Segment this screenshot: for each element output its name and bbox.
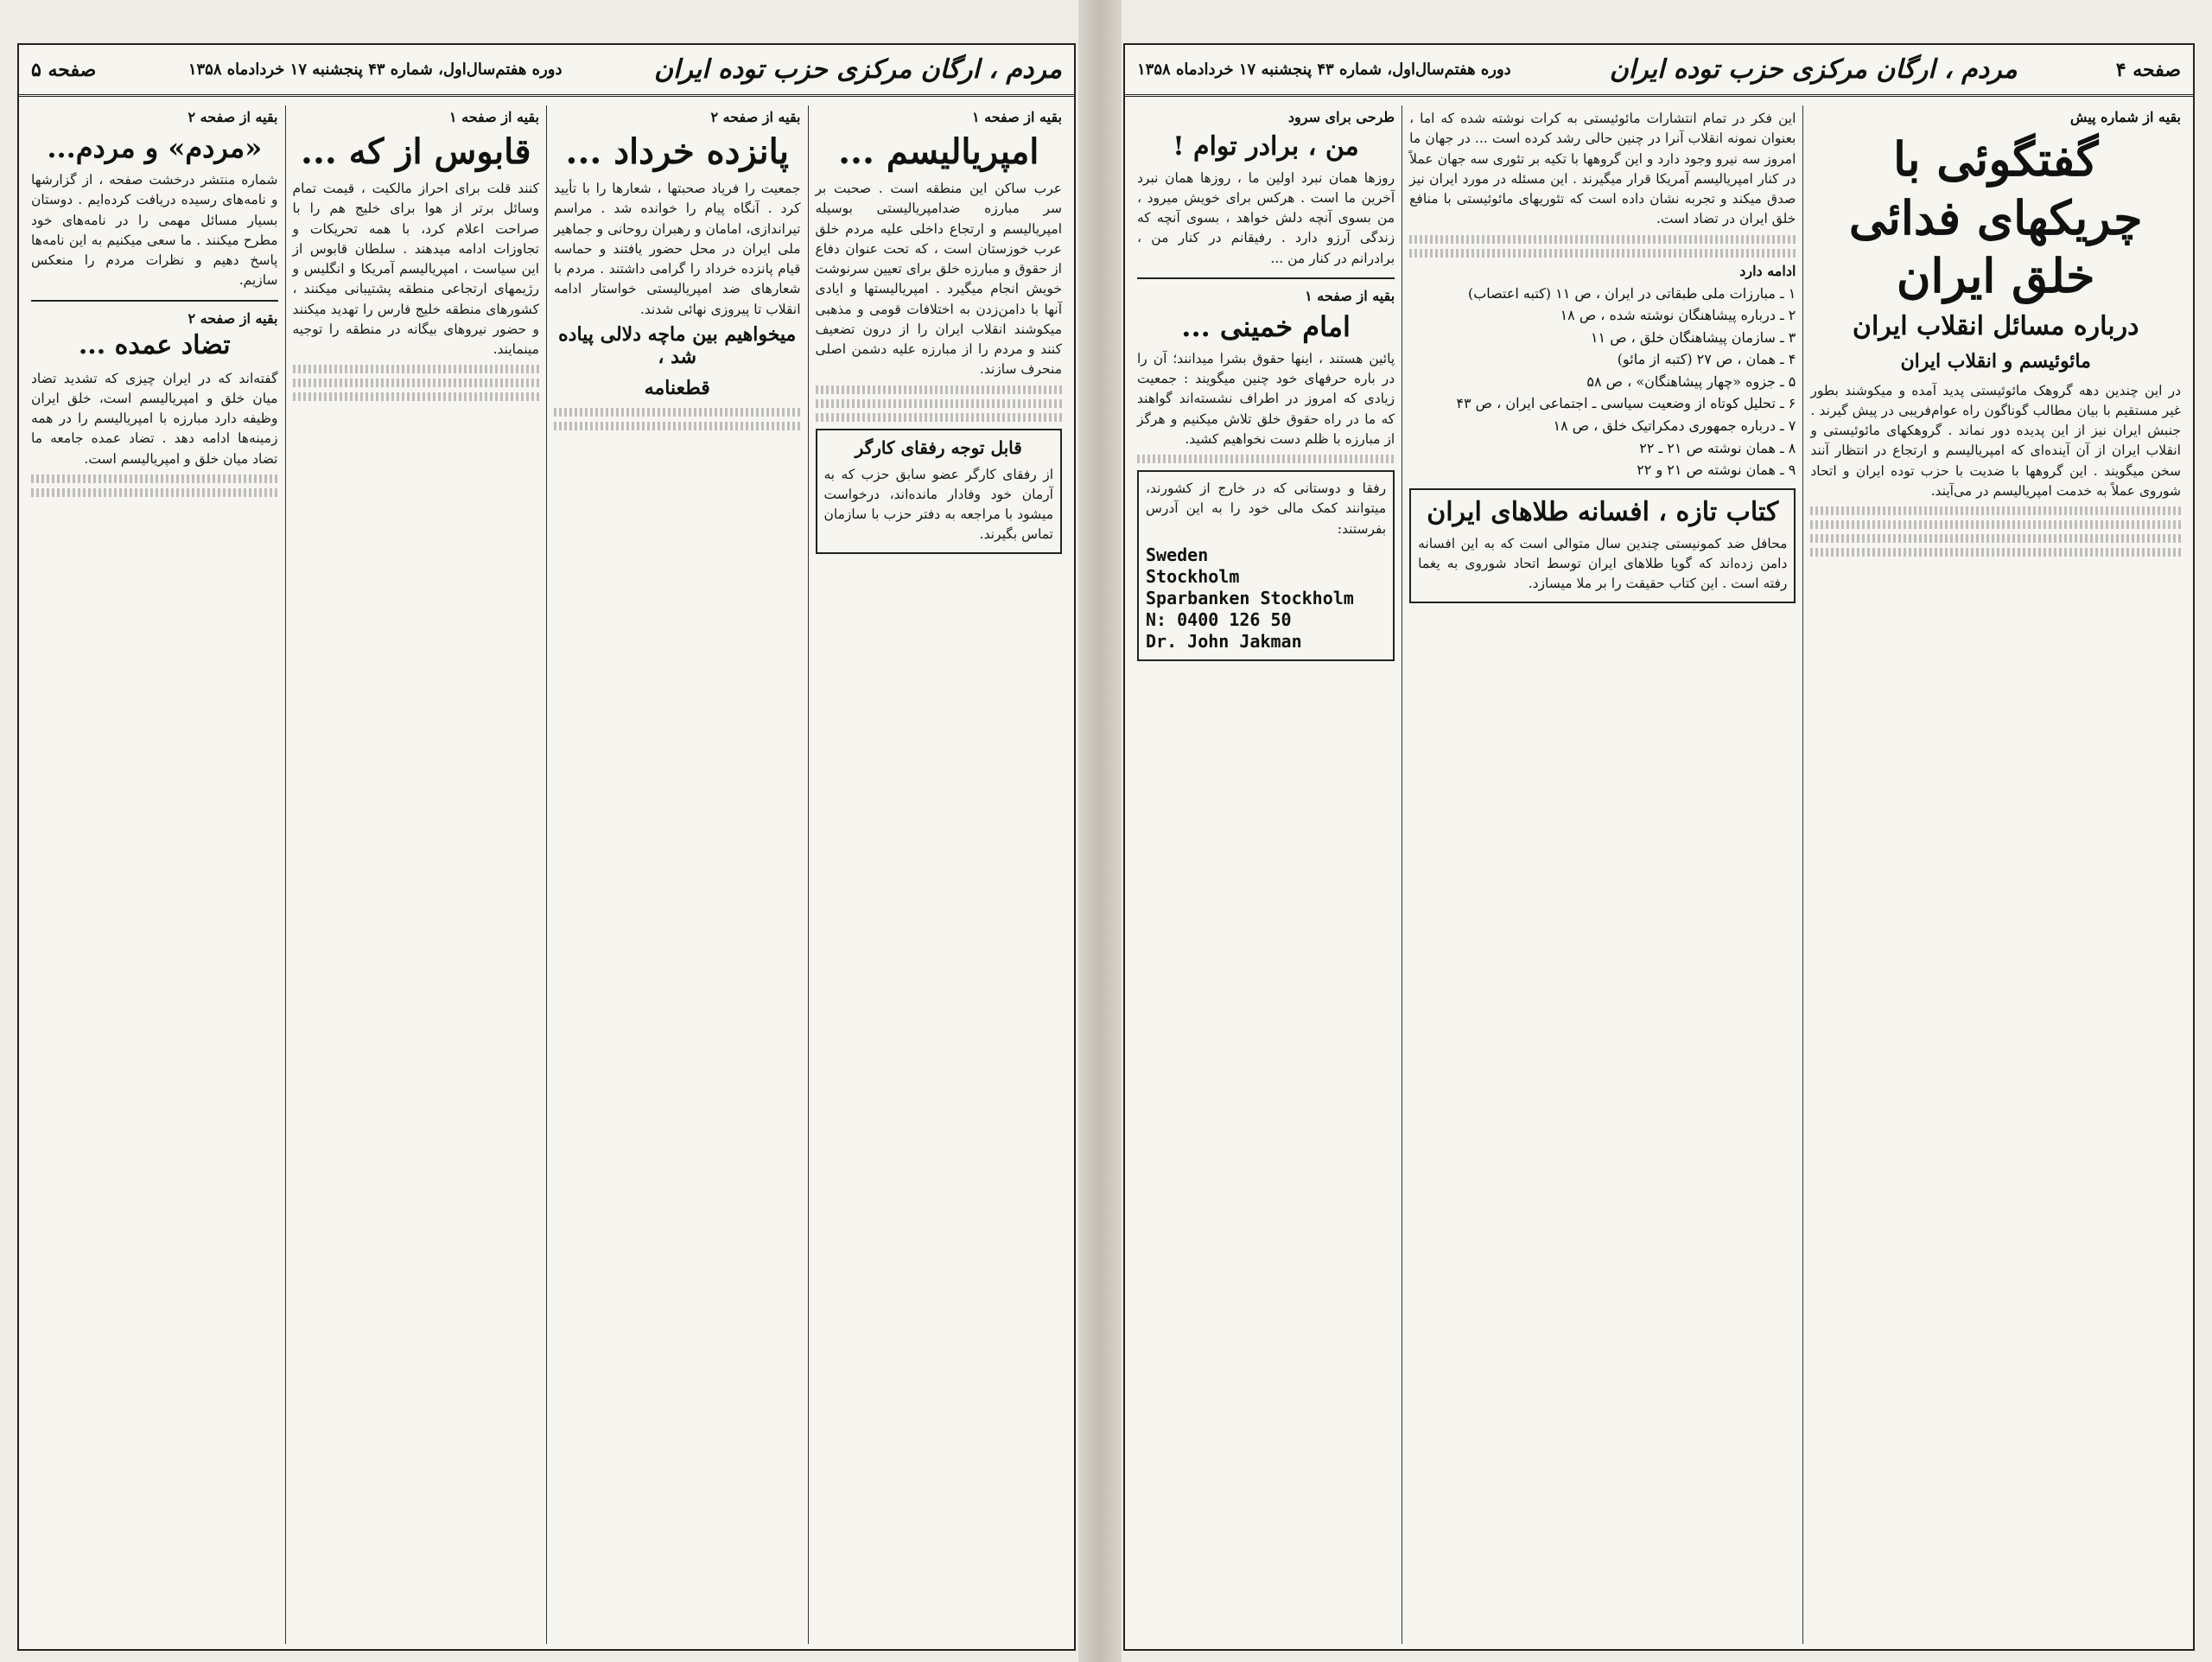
page-gutter — [1078, 0, 1122, 1662]
article-fedayeen — [1802, 105, 2188, 1644]
address-line: Dr. John Jakman — [1146, 630, 1302, 652]
article-imperialism — [808, 105, 1070, 1644]
poem-title: من ، برادر توام ! — [1173, 131, 1359, 162]
address-line: N: 0400 126 50 — [1146, 608, 1292, 630]
article-continuation — [1402, 105, 1802, 1644]
page-4 — [1123, 43, 2195, 1651]
article-body: شماره منتشر درخشت صفحه ، از گزارشها و نامه‌های رسیده دریافت کرده‌ایم . دوستان بسیار مسائل مهمی را در نامه‌های خود مطرح میکنند . ما سعی میکنیم به این نامه‌ها پاسخ دهیم و نظرات مردم را منعکس سازیم. — [31, 172, 278, 289]
footnote: ۱ ـ مبارزات ملی طبقاتی در ایران ، ص ۱۱ (کتبه اعتصاب) — [1467, 284, 1796, 302]
article-khordad — [546, 105, 808, 1644]
notice-box — [816, 429, 1063, 554]
poem-body: روزها همان نبرد اولین ما ، روزها همان نبرد آخرین ما است . هرکس برای خویش میرود ، من بسوی آنچه دلش خواهد ، بسوی آنچه که زندگی آرزو دارد . رفیقانم در کنار من ، برادرانم در کنار من ... — [1137, 169, 1395, 266]
continued-label: بقیه از صفحه ۲ — [188, 109, 278, 125]
article-body: پائین هستند ، اینها حقوق بشرا میدانند؛ آن را در باره حرفهای خود چنین میگویند : جمعیت زیادی که امروز در اطراف نشسته‌اند گواهند که ما در راه حقوق خلق تلاش میکنیم و هرگز از مبارزه با ظلم دست نخواهیم کشید. — [1137, 350, 1395, 447]
article-body: این فکر در تمام انتشارات مائوئیستی به کرات نوشته شده که اما ، بعنوان نمونه انقلاب آنرا در چنین حالی رشد کرده است ... در جهان ما امروز سه نیرو وجود دارد و این گروهها با تکیه بر تئوری سه جهان عملاً در کنار امپریالیسم آمریکا قرار میگیرند . این مسئله در مورد ایران نیز صدق میکند و تجربه نشان داده است که تئوریهای مائوئیستی با منافع خلق ایران در تضاد است. — [1409, 111, 1796, 227]
footnote: ۶ ـ تحلیل کوتاه از وضعیت سیاسی ـ اجتماعی ایران ، ص ۴۳ — [1456, 395, 1796, 412]
article-subheading: میخواهیم بین ماچه دلالی پیاده شد ، — [558, 322, 797, 368]
article-body: جمعیت را فریاد صحبتها ، شعارها را با تأیید کرد . آنگاه پیام را خوانده شد . مراسم تیراندازی، امامان و رهبران روحانی و جماهیر ملی ایران در محل حضور یافتند و حماسه قیام پانزده خرداد را گرامی داشتند . مردم با شعارهای ضد امپریالیستی خواستار ادامه انقلاب تا پیروزی نهائی شدند. — [554, 181, 801, 317]
article-body: گفته‌اند که در ایران چیزی که تشدید تضاد میان خلق و امپریالیسم است، خلق ایران وظیفه دارد مبارزه با امپریالیسم را در همه زمینه‌ها ادامه دهد . تضاد عمده جامعه ما تضاد میان خلق و امپریالیسم است. — [31, 370, 278, 467]
footnotes — [1409, 283, 1796, 481]
article-people — [24, 105, 285, 1644]
masthead — [19, 45, 1074, 97]
article-headline: امپریالیسم ... — [838, 131, 1039, 172]
footnote: ۹ ـ همان نوشته ص ۲۱ و ۲۲ — [1637, 462, 1796, 479]
article-subheading: مائوئیسم و انقلاب ایران — [1900, 349, 2091, 373]
article-subheading: تضاد عمده ... — [78, 329, 231, 360]
notice-body: از رفقای کارگر عضو سابق حزب که به آرمان خود وفادار مانده‌اند، درخواست میشود با مراجعه به دفتر حزب با سازمان تماس بگیرند. — [823, 466, 1053, 543]
article-body: عرب ساکن این منطقه است . صحبت بر سر مبارزه ضدامپریالیستی بوسیله امپریالیسم و ارتجاع داخلی علیه مردم خلق عرب خوزستان است ، که تحت عنوان دفاع از حقوق و مبارزه خلق برای تعیین سرنوشت خویش انجام میگیرد . امپریالیستها و ایادی آنها با دامن‌زدن به اختلافات قومی و مذهبی میکوشند انقلاب ایران را از درون تضعیف کنند و مردم را از مبارزه علیه دشمن اصلی منحرف سازند. — [815, 181, 1062, 378]
article-body: در این چندین دهه گروهک مائوئیستی پدید آمده و میکوشند بطور غیر مستقیم با بیان مطالب گوناگون راه عوام‌فریبی در پیش گیرند . جنبش ایران نیز از این پدیده دور نماند . گروهکهای مائوئیستی و انقلاب ایران از آن آینده‌ای که امپریالیسم و ارتجاع در انتظار آنند سخن میگویند . این گروهها با ضدیت با حزب توده ایران و اتحاد شوروی عملاً به خدمت امپریالیسم در می‌آیند. — [1810, 382, 2181, 499]
article-headline: پانزده خرداد ... — [565, 131, 789, 172]
newspaper-logo: مردم ، ارگان مرکزی حزب توده ایران — [1609, 54, 2018, 85]
page-5 — [17, 43, 1076, 1651]
footnote: ۳ ـ سازمان پیشاهنگان خلق ، ص ۱۱ — [1590, 328, 1796, 346]
footnote: ۲ ـ درباره پیشاهنگان نوشته شده ، ص ۱۸ — [1560, 307, 1796, 324]
continued-label: بقیه از شماره پیش — [2069, 109, 2181, 125]
footnote: ۵ ـ جزوه «چهار پیشاهنگان» ، ص ۵۸ — [1586, 373, 1796, 390]
issue-info: دوره هفتم‌سال‌اول، شماره ۴۳ پنجشنبه ۱۷ خردادماه ۱۳۵۸ — [188, 60, 563, 79]
article-headline: گفتگوئی با چریکهای فدائی خلق ایران — [1848, 131, 2143, 303]
article-headline: قابوس از که ... — [301, 131, 531, 172]
article-qaboos — [285, 105, 547, 1644]
donation-box — [1137, 470, 1395, 661]
issue-info: دوره هفتم‌سال‌اول، شماره ۴۳ پنجشنبه ۱۷ خردادماه ۱۳۵۸ — [1137, 60, 1511, 79]
continued-label: بقیه از صفحه ۱ — [1305, 287, 1395, 304]
poem-kicker: طرحی برای سرود — [1287, 109, 1395, 125]
article-headline: «مردم» و مردم... — [47, 131, 263, 164]
footnote: ۷ ـ درباره جمهوری دمکراتیک خلق ، ص ۱۸ — [1553, 417, 1796, 435]
footnote: ۸ ـ همان نوشته ص ۲۱ ـ ۲۲ — [1639, 439, 1796, 456]
address-line: Sparbanken Stockholm — [1146, 587, 1354, 608]
continued-label: بقیه از صفحه ۲ — [188, 309, 278, 327]
page-number: صفحه ۵ — [31, 58, 97, 81]
newspaper-logo: مردم ، ارگان مرکزی حزب توده ایران — [654, 54, 1062, 85]
continued-label: بقیه از صفحه ۱ — [448, 109, 539, 125]
to-be-continued: ادامه دارد — [1739, 262, 1796, 279]
continued-label: بقیه از صفحه ۱ — [971, 109, 1062, 125]
address-line: Sweden — [1146, 544, 1209, 565]
book-announcement — [1409, 488, 1796, 603]
bank-address — [1146, 544, 1386, 653]
address-line: Stockholm — [1146, 565, 1240, 587]
article-poem — [1130, 105, 1402, 1644]
article-body: کنند قلت برای احراز مالکیت ، قیمت تمام وسائل برتر از هوا برای خلیج هم را با صراحت اعلام کرد، با همه تحریکات و تجاوزات ادامه میدهند . سلطان قابوس از این سیاست ، امپریالیسم آمریکا و انگلیس و رژیمهای ارتجاعی منطقه پشتیبانی میکنند ، کشورهای منطقه خلیج فارس را تهدید میکنند و حضور نیروهای بیگانه در منطقه را توجیه مینمایند. — [292, 181, 539, 357]
columns — [24, 105, 1069, 1644]
footnote: ۴ ـ همان ، ص ۲۷ (کتبه از مائو) — [1617, 351, 1796, 368]
book-title: کتاب تازه ، افسانه طلاهای ایران — [1427, 496, 1779, 527]
columns — [1130, 105, 2188, 1644]
continued-label: بقیه از صفحه ۲ — [710, 109, 801, 125]
donation-intro: رفقا و دوستانی که در خارج از کشورند، میتوانند کمک مالی خود را به این آدرس بفرستند: — [1146, 481, 1387, 537]
divider — [1137, 277, 1395, 279]
article-subheading: درباره مسائل انقلاب ایران — [1852, 310, 2139, 341]
masthead — [1125, 45, 2193, 97]
notice-title: قابل توجه رفقای کارگر — [855, 436, 1022, 458]
article-headline: امام خمینی ... — [1181, 309, 1351, 343]
divider — [31, 300, 278, 302]
book-description: محافل ضد کمونیستی چندین سال متوالی است که به این افسانه دامن زده‌اند که گویا طلاهای ایران توسط اتحاد شوروی به یغما رفته است . این کتاب حقیقت را بر ملا میسازد. — [1418, 535, 1788, 592]
article-subheading: قطعنامه — [644, 376, 710, 399]
page-number: صفحه ۴ — [2115, 58, 2181, 81]
